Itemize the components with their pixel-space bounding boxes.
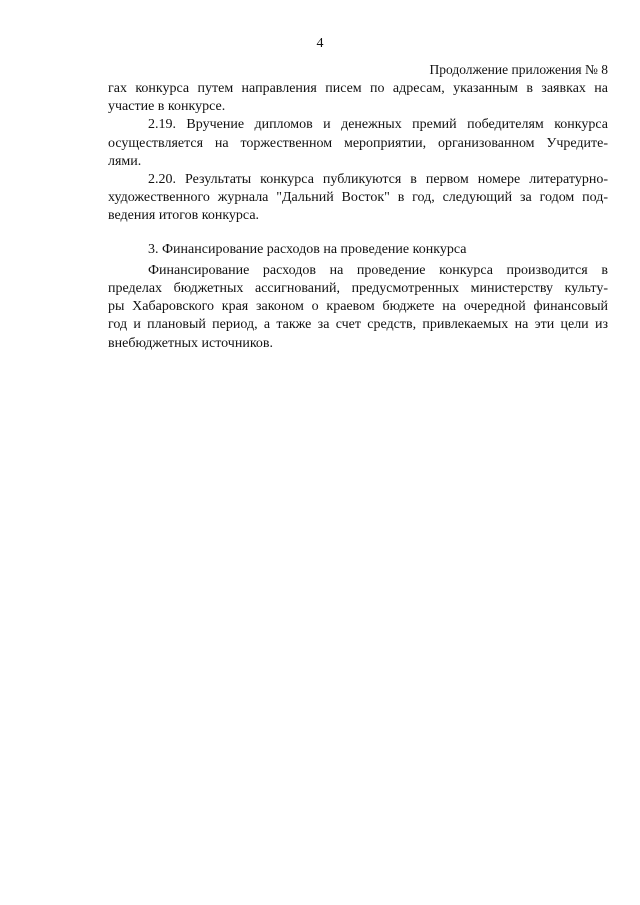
text-line: год и плановый период, а также за счет средств, привлекаемых на эти цели из — [108, 317, 608, 333]
paragraph-2-20 — [108, 171, 608, 226]
appendix-continuation-label: Продолжение приложения № 8 — [429, 62, 608, 77]
text-line: 2.19. Вручение дипломов и денежных премий победителям конкурса — [148, 117, 608, 133]
paragraph-continued-2-18 — [108, 80, 608, 116]
text-line: ведения итогов конкурса. — [108, 208, 260, 224]
text-line: участие в конкурсе. — [108, 99, 226, 115]
text-line: внебюджетных источников. — [108, 335, 274, 351]
text-line: 2.20. Результаты конкурса публикуются в первом номере литературно- — [148, 172, 608, 188]
text-line: ры Хабаровского края законом о краевом бюджете на очередной финансовый — [108, 299, 608, 315]
text-line: лями. — [108, 153, 142, 169]
page-number: 4 — [316, 36, 324, 51]
text-line: художественного журнала "Дальний Восток" в год, следующий за годом под- — [108, 190, 608, 206]
text-line: пределах бюджетных ассигнований, предусмотренных министерству культу- — [108, 281, 608, 297]
text-line: гах конкурса путем направления писем по адресам, указанным в заявках на — [108, 81, 608, 96]
text-line: Финансирование расходов на проведение конкурса производится в — [148, 262, 608, 278]
section-3-paragraph — [108, 262, 608, 353]
document-body — [108, 80, 608, 353]
section-3-heading: 3. Финансирование расходов на проведение конкурса — [148, 241, 467, 257]
text-line: осуществляется на торжественном мероприятии, организованном Учредите- — [108, 135, 608, 151]
paragraph-2-19 — [108, 116, 608, 171]
